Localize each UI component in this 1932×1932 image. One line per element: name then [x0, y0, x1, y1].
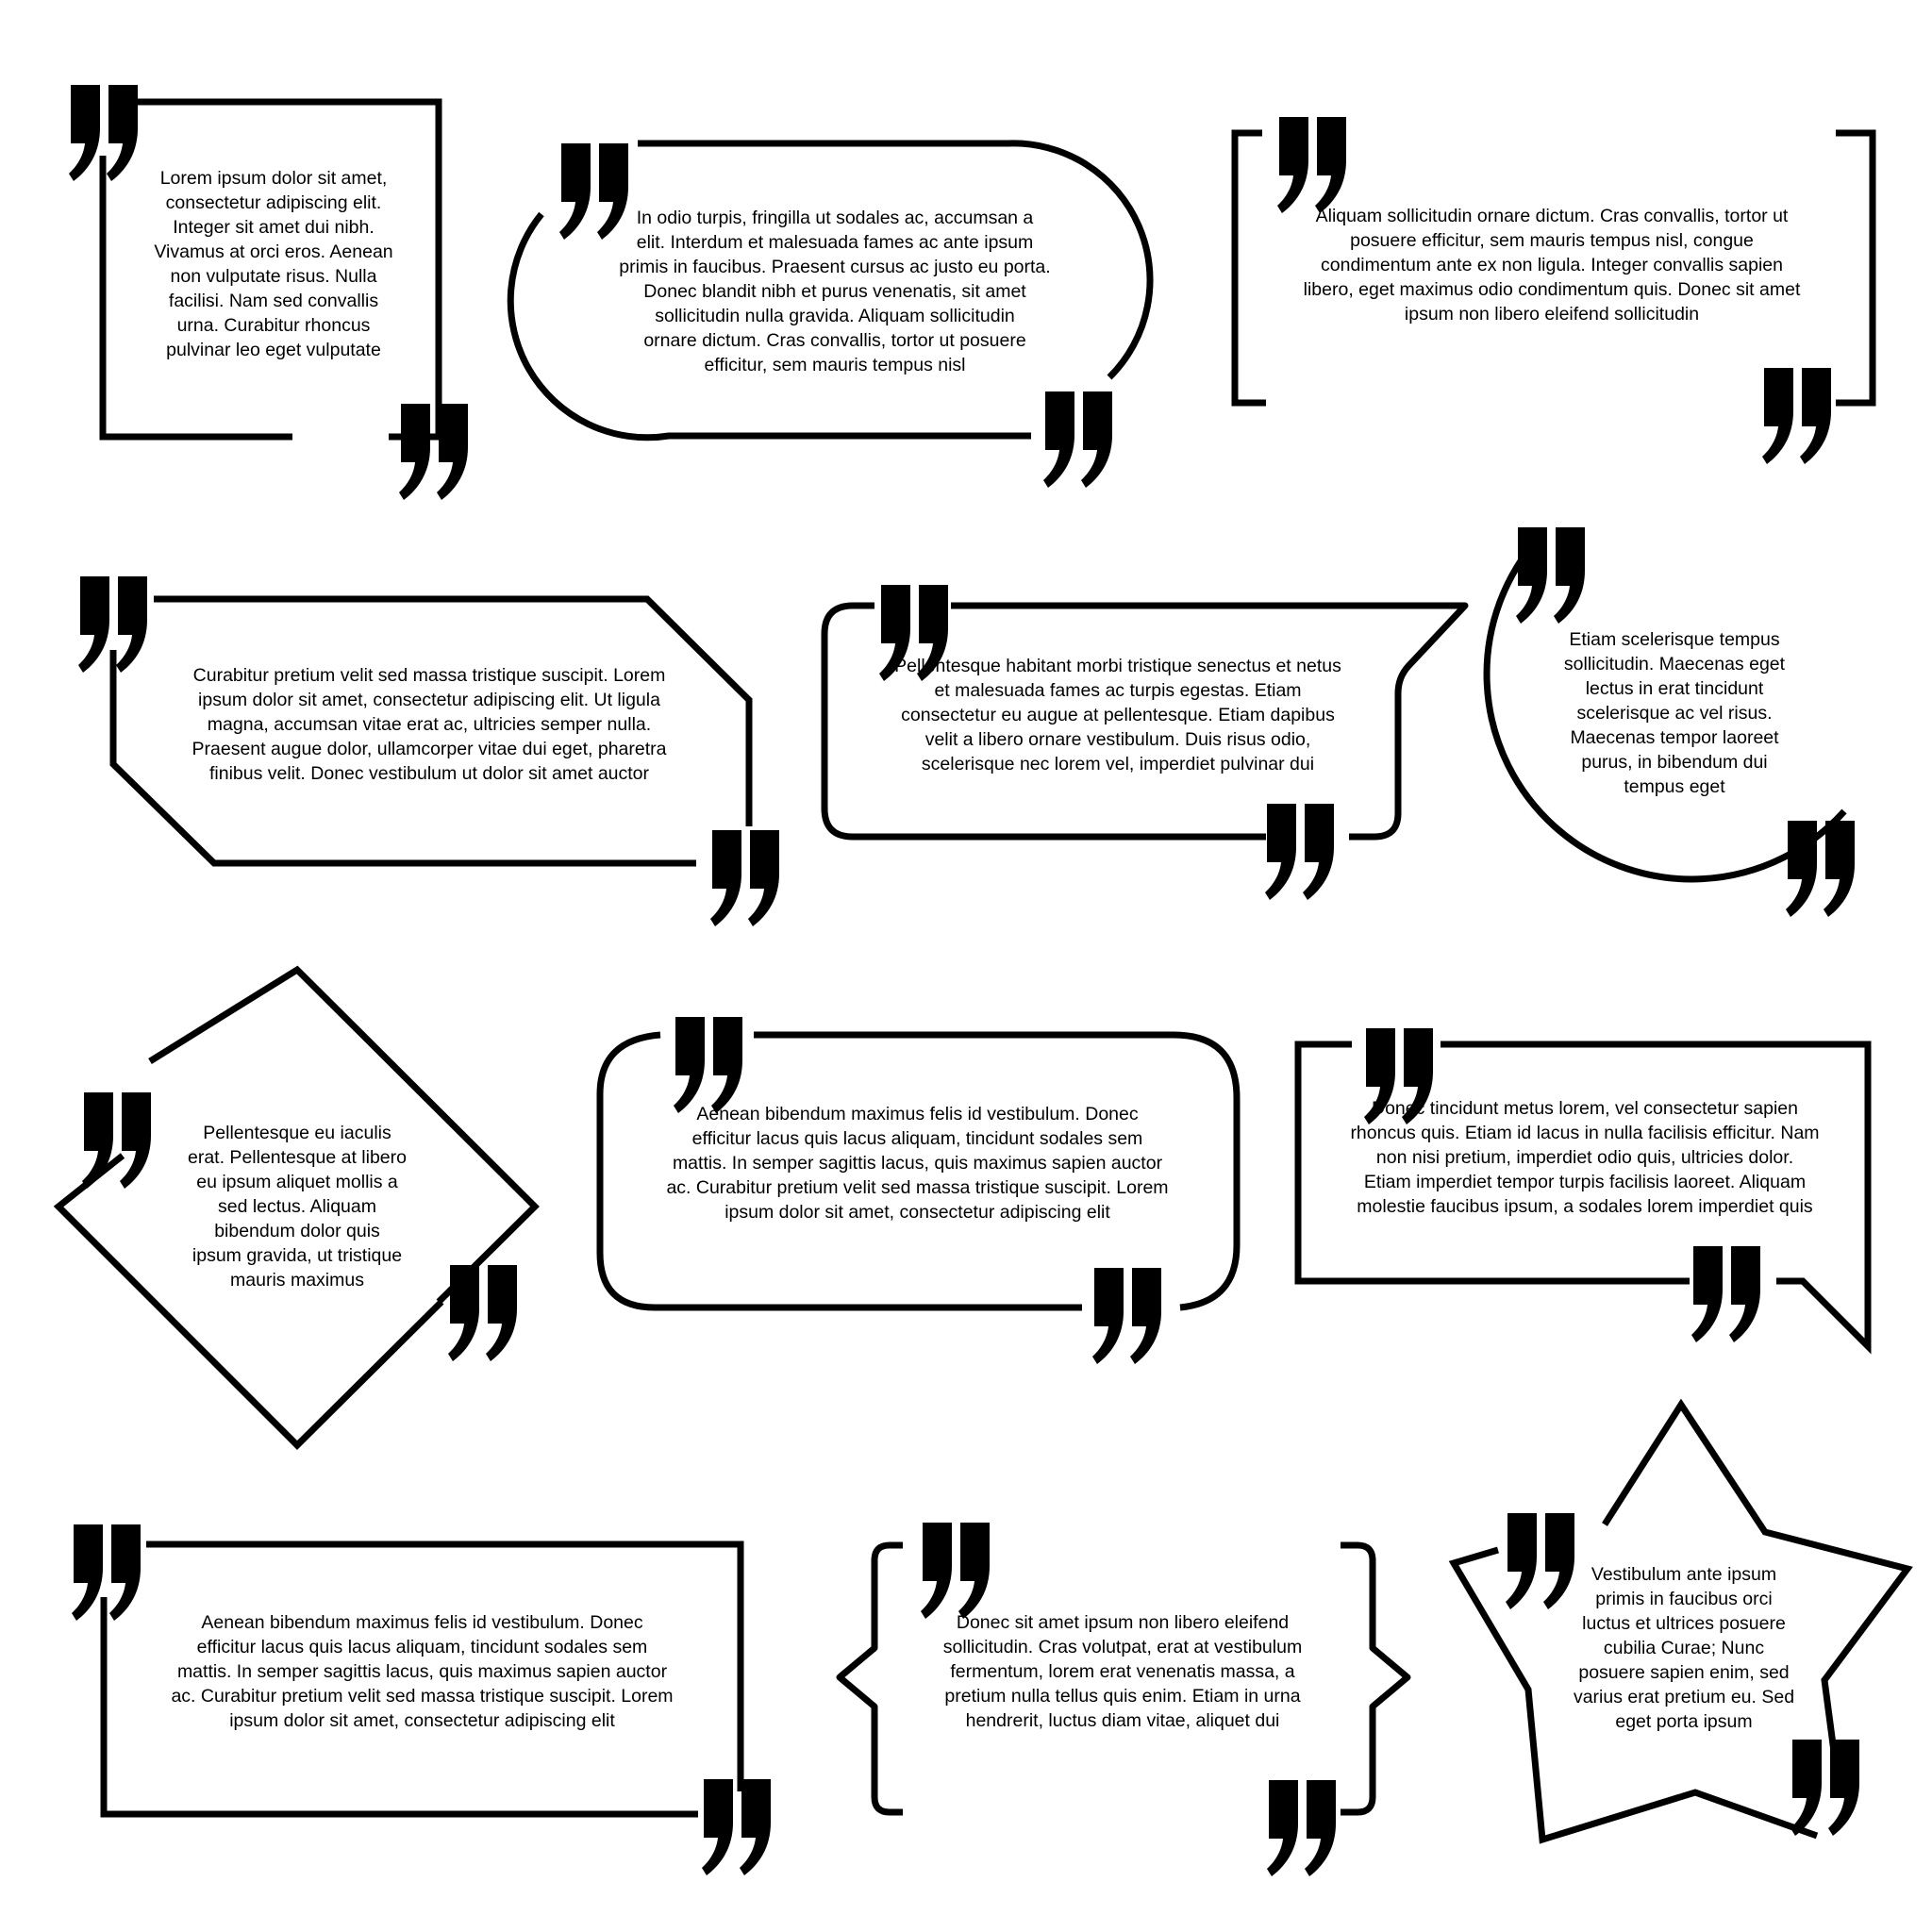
- quote-close-icon: [702, 1779, 771, 1875]
- quote-close-icon: [1092, 1268, 1161, 1364]
- quote-text-8: Aenean bibendum maximus felis id vestibulum. Donec efficitur lacus quis lacus aliquam, tincidunt sodales sem mattis. In semper sagittis lacus, quis maximus sapien auctor ac. Curabitur pretium velit sed massa tristique suscipit. Lorem ipsum dolor sit amet, consectetur adipiscing elit: [666, 1104, 1169, 1223]
- quote-close-icon: [1267, 1780, 1336, 1876]
- quote-open-icon: [674, 1017, 742, 1113]
- quote-close-icon: [1265, 804, 1334, 900]
- quote-text-11: Donec sit amet ipsum non libero eleifend sollicitudin. Cras volutpat, erat at vestibulum fermentum, lorem erat venenatis massa, a pretium nulla tellus quis enim. Etiam in urna hendrerit, luctus diam vitae, aliquet dui: [942, 1612, 1303, 1731]
- quote-close-icon: [1762, 368, 1831, 464]
- quote-text-3: Aliquam sollicitudin ornare dictum. Cras convallis, tortor ut posuere efficitur, sem mauris tempus nisl, congue condimentum ante ex non ligula. Integer convallis sapien libero, eget maximus odio condimentum quis. Donec sit amet ipsum non libero eleifend sollicitudin: [1303, 206, 1801, 325]
- quote-close-icon: [710, 830, 779, 926]
- quote-text-9: Donec tincidunt metus lorem, vel consectetur sapien rhoncus quis. Etiam id lacus in nulla facilisis efficitur. Nam non nisi pretium, imperdiet odio quis, ultricies dolor. Etiam imperdiet tempor turpis facilisis laoreet. Aliquam molestie faucibus ipsum, a sodales lorem imperdiet quis: [1350, 1098, 1820, 1217]
- quote-text-5: Pellentesque habitant morbi tristique senectus et netus et malesuada fames ac turpis egestas. Etiam consectetur eu augue at pellentesque. Etiam dapibus velit a libero ornare vestibulum. Duis risus odio, scelerisque nec lorem vel, imperdiet pulvinar dui: [894, 656, 1341, 774]
- quote-open-icon: [1516, 527, 1585, 624]
- quote-close-icon: [1790, 1740, 1859, 1836]
- quote-close-icon: [1043, 391, 1112, 488]
- quote-text-1: Lorem ipsum dolor sit amet, consectetur adipiscing elit. Integer sit amet dui nibh. Vivamus at orci eros. Aenean non vulputate risus. Nulla facilisi. Nam sed convallis urna. Curabitur rhoncus pulvinar leo eget vulputate: [154, 168, 393, 360]
- quote-text-7: Pellentesque eu iaculis erat. Pellentesque at libero eu ipsum aliquet mollis a sed lectus. Aliquam bibendum dolor quis ipsum gravida, ut tristique mauris maximus: [188, 1123, 407, 1291]
- quote-text-2: In odio turpis, fringilla ut sodales ac, accumsan a elit. Interdum et malesuada fames ac ante ipsum primis in faucibus. Praesent cursus ac justo eu porta. Donec blandit nibh et purus venenatis, sit amet sollicitudin nulla gravida. Aliquam sollicitudin ornare dictum. Cras convallis, tortor ut posuere efficitur, sem mauris tempus nisl: [619, 208, 1051, 375]
- quote-text-10: Aenean bibendum maximus felis id vestibulum. Donec efficitur lacus quis lacus aliquam, tincidunt sodales sem mattis. In semper sagittis lacus, quis maximus sapien auctor ac. Curabitur pretium velit sed massa tristique suscipit. Lorem ipsum dolor sit amet, consectetur adipiscing elit: [171, 1612, 674, 1731]
- quote-close-icon: [399, 404, 468, 500]
- quote-text-12: Vestibulum ante ipsum primis in faucibus orci luctus et ultrices posuere cubilia Curae; Nunc posuere sapien enim, sed varius erat pretium eu. Sed eget porta ipsum: [1573, 1564, 1795, 1732]
- quote-close-icon: [1691, 1246, 1760, 1342]
- quote-open-icon: [82, 1092, 151, 1189]
- quote-text-6: Etiam scelerisque tempus sollicitudin. Maecenas eget lectus in erat tincidunt scelerisque ac vel risus. Maecenas tempor laoreet purus, in bibendum dui tempus eget: [1563, 629, 1786, 797]
- quote-close-icon: [448, 1265, 517, 1361]
- quote-open-icon: [1277, 117, 1346, 213]
- quote-text-4: Curabitur pretium velit sed massa tristique suscipit. Lorem ipsum dolor sit amet, consectetur adipiscing elit. Ut ligula magna, accumsan vitae erat ac, ultricies semper nulla. Praesent augue dolor, ullamcorper vitae dui eget, pharetra finibus velit. Donec vestibulum ut dolor sit amet auctor: [192, 665, 667, 784]
- quote-open-icon: [921, 1523, 990, 1619]
